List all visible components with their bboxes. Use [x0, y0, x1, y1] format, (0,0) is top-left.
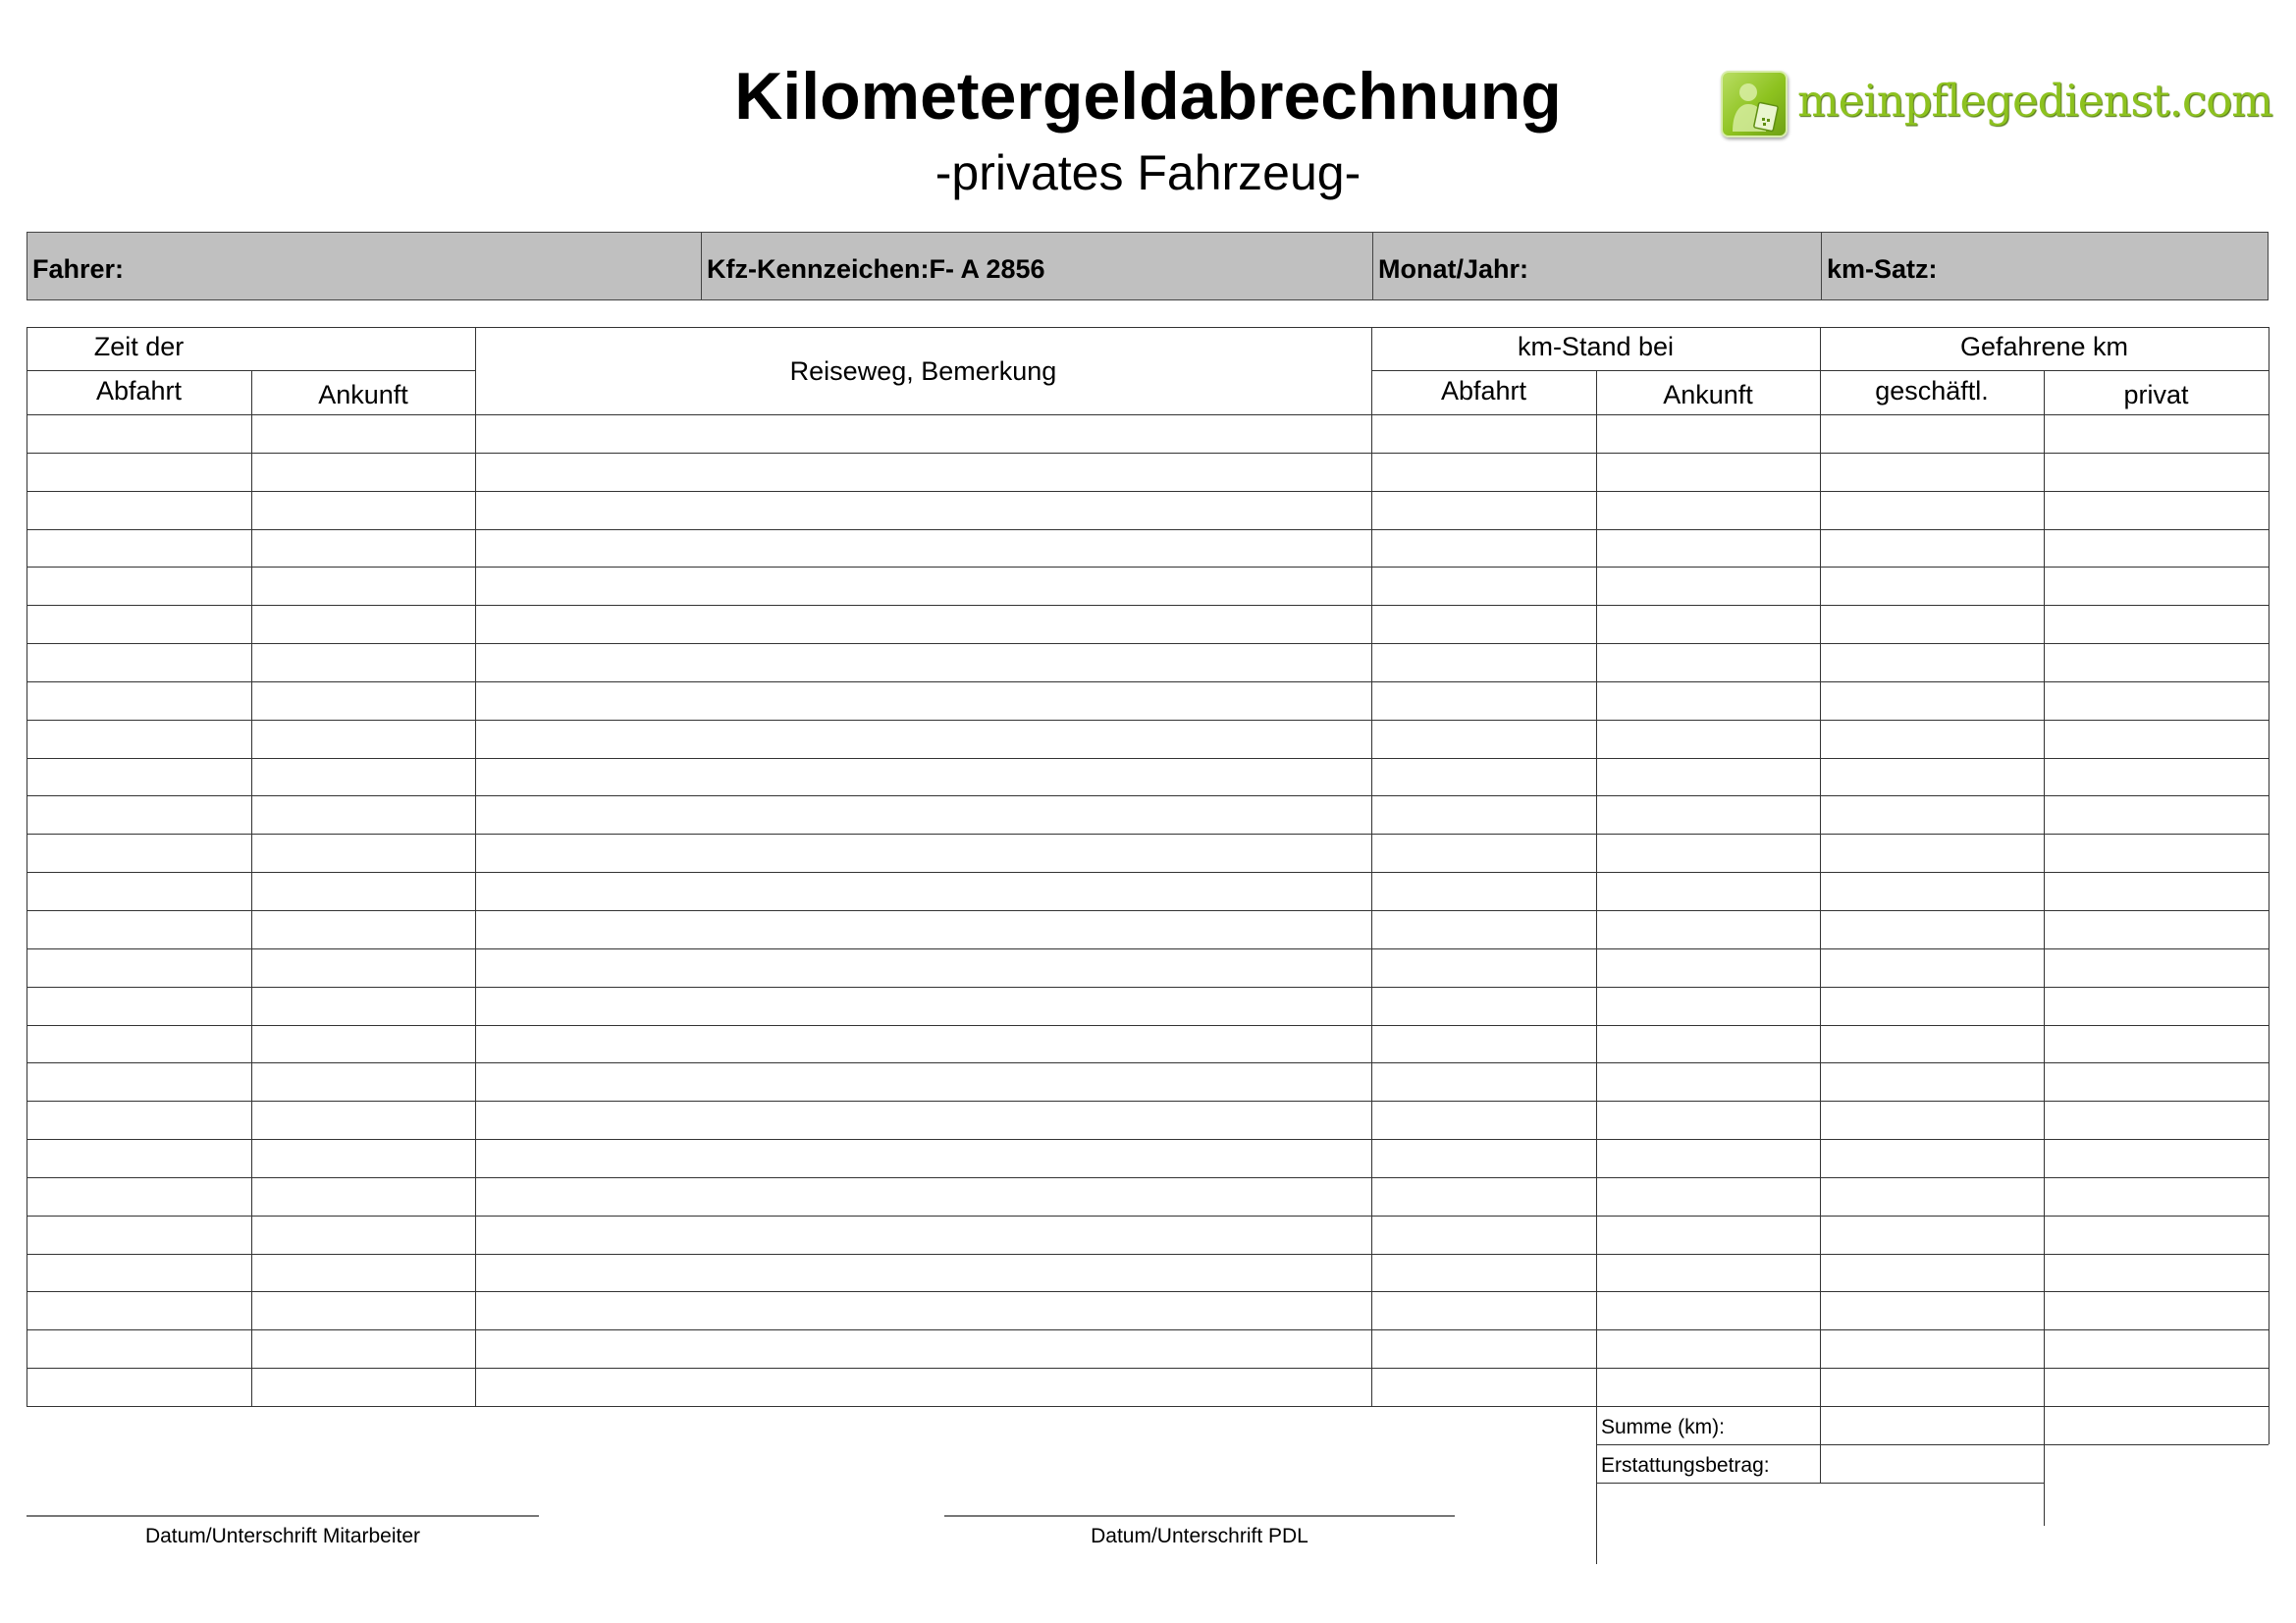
table-cell-geschaeftl[interactable]	[1820, 795, 2044, 834]
table-cell-km-ankunft[interactable]	[1596, 720, 1820, 758]
table-cell-zeit-abfahrt[interactable]	[27, 605, 251, 643]
table-cell-privat[interactable]	[2044, 1139, 2269, 1177]
table-cell-reiseweg[interactable]	[475, 720, 1371, 758]
table-cell-km-ankunft[interactable]	[1596, 1139, 1820, 1177]
table-cell-km-abfahrt[interactable]	[1371, 567, 1596, 605]
table-cell-privat[interactable]	[2044, 605, 2269, 643]
table-cell-privat[interactable]	[2044, 948, 2269, 987]
table-cell-geschaeftl[interactable]	[1820, 1177, 2044, 1216]
table-cell-zeit-abfahrt[interactable]	[27, 948, 251, 987]
table-cell-geschaeftl[interactable]	[1820, 605, 2044, 643]
table-cell-privat[interactable]	[2044, 795, 2269, 834]
table-cell-geschaeftl[interactable]	[1820, 1368, 2044, 1406]
table-cell-zeit-ankunft[interactable]	[251, 491, 475, 529]
table-cell-privat[interactable]	[2044, 720, 2269, 758]
table-cell-zeit-ankunft[interactable]	[251, 1139, 475, 1177]
table-cell-km-abfahrt[interactable]	[1371, 1062, 1596, 1101]
table-cell-geschaeftl[interactable]	[1820, 720, 2044, 758]
table-cell-km-abfahrt[interactable]	[1371, 1254, 1596, 1292]
table-cell-geschaeftl[interactable]	[1820, 643, 2044, 681]
signature-label-pdl: Datum/Unterschrift PDL	[1091, 1525, 1308, 1547]
table-cell-geschaeftl[interactable]	[1820, 414, 2044, 453]
table-cell-km-ankunft[interactable]	[1596, 795, 1820, 834]
table-cell-zeit-abfahrt[interactable]	[27, 1329, 251, 1368]
table-cell-km-abfahrt[interactable]	[1371, 795, 1596, 834]
table-cell-km-ankunft[interactable]	[1596, 872, 1820, 910]
table-cell-zeit-ankunft[interactable]	[251, 758, 475, 796]
table-cell-zeit-ankunft[interactable]	[251, 720, 475, 758]
table-cell-km-ankunft[interactable]	[1596, 758, 1820, 796]
brand-logo-text: meinpflegedienst.com	[1797, 75, 2272, 127]
header-zeit-abfahrt: Abfahrt	[95, 376, 183, 406]
table-cell-km-abfahrt[interactable]	[1371, 720, 1596, 758]
table-cell-zeit-ankunft[interactable]	[251, 1101, 475, 1139]
table-cell-geschaeftl[interactable]	[1820, 529, 2044, 568]
table-cell-zeit-abfahrt[interactable]	[27, 1025, 251, 1063]
table-cell-geschaeftl[interactable]	[1820, 1216, 2044, 1254]
info-bar	[27, 232, 2269, 300]
table-cell-km-abfahrt[interactable]	[1371, 948, 1596, 987]
table-cell-km-ankunft[interactable]	[1596, 948, 1820, 987]
table-cell-reiseweg[interactable]	[475, 529, 1371, 568]
table-cell-zeit-ankunft[interactable]	[251, 948, 475, 987]
driver-field[interactable]	[27, 233, 701, 299]
month-year-field[interactable]	[1372, 233, 1821, 299]
table-border-top	[27, 327, 2269, 328]
table-cell-zeit-abfahrt[interactable]	[27, 414, 251, 453]
table-cell-geschaeftl[interactable]	[1820, 872, 2044, 910]
table-cell-zeit-ankunft[interactable]	[251, 1062, 475, 1101]
table-cell-zeit-ankunft[interactable]	[251, 834, 475, 872]
table-cell-km-abfahrt[interactable]	[1371, 681, 1596, 720]
table-cell-km-ankunft[interactable]	[1596, 1025, 1820, 1063]
month-year-label: Monat/Jahr:	[1378, 254, 1529, 284]
license-plate-field[interactable]	[701, 233, 1372, 299]
table-cell-km-ankunft[interactable]	[1596, 1291, 1820, 1329]
table-cell-zeit-ankunft[interactable]	[251, 1216, 475, 1254]
table-cell-km-ankunft[interactable]	[1596, 1101, 1820, 1139]
table-cell-km-ankunft[interactable]	[1596, 834, 1820, 872]
table-cell-geschaeftl[interactable]	[1820, 1101, 2044, 1139]
table-cell-geschaeftl[interactable]	[1820, 948, 2044, 987]
table-cell-privat[interactable]	[2044, 872, 2269, 910]
table-cell-reiseweg[interactable]	[475, 910, 1371, 948]
table-cell-zeit-ankunft[interactable]	[251, 681, 475, 720]
table-cell-privat[interactable]	[2044, 834, 2269, 872]
table-cell-reiseweg[interactable]	[475, 1101, 1371, 1139]
table-cell-km-abfahrt[interactable]	[1371, 605, 1596, 643]
table-cell-zeit-abfahrt[interactable]	[27, 643, 251, 681]
table-cell-reiseweg[interactable]	[475, 681, 1371, 720]
table-cell-geschaeftl[interactable]	[1820, 681, 2044, 720]
table-cell-km-abfahrt[interactable]	[1371, 414, 1596, 453]
table-cell-km-abfahrt[interactable]	[1371, 1368, 1596, 1406]
table-cell-privat[interactable]	[2044, 1368, 2269, 1406]
table-cell-km-abfahrt[interactable]	[1371, 872, 1596, 910]
table-cell-km-ankunft[interactable]	[1596, 453, 1820, 491]
table-cell-zeit-abfahrt[interactable]	[27, 1216, 251, 1254]
header-geschaeftl: geschäftl.	[1875, 376, 1989, 406]
table-cell-reiseweg[interactable]	[475, 1177, 1371, 1216]
table-cell-reiseweg[interactable]	[475, 758, 1371, 796]
table-cell-privat[interactable]	[2044, 643, 2269, 681]
table-cell-privat[interactable]	[2044, 1177, 2269, 1216]
page-subtitle: -privates Fahrzeug-	[934, 145, 1362, 200]
table-cell-geschaeftl[interactable]	[1820, 987, 2044, 1025]
table-cell-km-ankunft[interactable]	[1596, 643, 1820, 681]
erstattung-label: Erstattungsbetrag:	[1601, 1454, 1770, 1477]
erstattung-value-cell[interactable]	[1820, 1444, 2044, 1483]
table-cell-km-abfahrt[interactable]	[1371, 987, 1596, 1025]
table-cell-geschaeftl[interactable]	[1820, 1025, 2044, 1063]
table-cell-geschaeftl[interactable]	[1820, 1329, 2044, 1368]
header-zeit-ankunft: Ankunft	[318, 380, 408, 409]
summe-privat-cell[interactable]	[2044, 1406, 2269, 1444]
table-cell-km-ankunft[interactable]	[1596, 1368, 1820, 1406]
table-cell-km-abfahrt[interactable]	[1371, 1329, 1596, 1368]
table-cell-reiseweg[interactable]	[475, 605, 1371, 643]
table-cell-zeit-ankunft[interactable]	[251, 1368, 475, 1406]
table-cell-km-abfahrt[interactable]	[1371, 1177, 1596, 1216]
table-cell-reiseweg[interactable]	[475, 1216, 1371, 1254]
table-cell-reiseweg[interactable]	[475, 1062, 1371, 1101]
table-cell-reiseweg[interactable]	[475, 872, 1371, 910]
table-cell-privat[interactable]	[2044, 453, 2269, 491]
table-cell-km-abfahrt[interactable]	[1371, 491, 1596, 529]
table-cell-km-abfahrt[interactable]	[1371, 1216, 1596, 1254]
header-km-abfahrt: Abfahrt	[1440, 376, 1527, 406]
table-cell-km-ankunft[interactable]	[1596, 1216, 1820, 1254]
table-cell-km-abfahrt[interactable]	[1371, 1139, 1596, 1177]
table-cell-privat[interactable]	[2044, 1025, 2269, 1063]
table-cell-km-ankunft[interactable]	[1596, 529, 1820, 568]
table-cell-zeit-ankunft[interactable]	[251, 414, 475, 453]
table-cell-privat[interactable]	[2044, 681, 2269, 720]
table-cell-zeit-abfahrt[interactable]	[27, 567, 251, 605]
table-cell-reiseweg[interactable]	[475, 948, 1371, 987]
table-cell-zeit-abfahrt[interactable]	[27, 529, 251, 568]
table-cell-km-ankunft[interactable]	[1596, 910, 1820, 948]
km-rate-field[interactable]	[1821, 233, 2269, 299]
table-cell-reiseweg[interactable]	[475, 1368, 1371, 1406]
table-cell-geschaeftl[interactable]	[1820, 834, 2044, 872]
table-cell-km-abfahrt[interactable]	[1371, 834, 1596, 872]
driver-label: Fahrer:	[32, 254, 125, 284]
signature-line-pdl	[944, 1515, 1455, 1517]
table-cell-privat[interactable]	[2044, 491, 2269, 529]
table-cell-zeit-ankunft[interactable]	[251, 567, 475, 605]
table-cell-zeit-abfahrt[interactable]	[27, 720, 251, 758]
nurse-with-document-icon	[1721, 71, 1788, 137]
table-cell-reiseweg[interactable]	[475, 643, 1371, 681]
table-cell-zeit-ankunft[interactable]	[251, 910, 475, 948]
table-cell-privat[interactable]	[2044, 1216, 2269, 1254]
table-cell-privat[interactable]	[2044, 1062, 2269, 1101]
table-cell-geschaeftl[interactable]	[1820, 1254, 2044, 1292]
table-cell-zeit-ankunft[interactable]	[251, 605, 475, 643]
table-cell-reiseweg[interactable]	[475, 414, 1371, 453]
table-cell-reiseweg[interactable]	[475, 1254, 1371, 1292]
table-cell-km-abfahrt[interactable]	[1371, 1101, 1596, 1139]
table-cell-zeit-abfahrt[interactable]	[27, 872, 251, 910]
header-reiseweg: Reiseweg, Bemerkung	[789, 356, 1057, 386]
table-cell-km-abfahrt[interactable]	[1371, 529, 1596, 568]
table-cell-reiseweg[interactable]	[475, 1139, 1371, 1177]
table-cell-km-ankunft[interactable]	[1596, 1254, 1820, 1292]
table-cell-km-ankunft[interactable]	[1596, 414, 1820, 453]
table-cell-reiseweg[interactable]	[475, 453, 1371, 491]
km-rate-label: km-Satz:	[1827, 254, 1938, 284]
table-cell-zeit-ankunft[interactable]	[251, 795, 475, 834]
table-cell-privat[interactable]	[2044, 1291, 2269, 1329]
table-cell-zeit-abfahrt[interactable]	[27, 910, 251, 948]
license-plate-label: Kfz-Kennzeichen:F- A 2856	[707, 254, 1045, 284]
table-cell-km-ankunft[interactable]	[1596, 681, 1820, 720]
table-cell-zeit-abfahrt[interactable]	[27, 834, 251, 872]
table-cell-zeit-abfahrt[interactable]	[27, 681, 251, 720]
summe-geschaeftl-cell[interactable]	[1820, 1406, 2044, 1444]
table-cell-reiseweg[interactable]	[475, 987, 1371, 1025]
table-cell-privat[interactable]	[2044, 414, 2269, 453]
table-cell-privat[interactable]	[2044, 987, 2269, 1025]
page-title: Kilometergeldabrechnung	[734, 59, 1562, 134]
table-cell-zeit-abfahrt[interactable]	[27, 1291, 251, 1329]
brand-logo	[1721, 69, 2272, 142]
table-cell-zeit-abfahrt[interactable]	[27, 1062, 251, 1101]
table-cell-zeit-ankunft[interactable]	[251, 529, 475, 568]
table-cell-geschaeftl[interactable]	[1820, 567, 2044, 605]
signature-line-employee	[27, 1515, 539, 1517]
table-cell-zeit-abfahrt[interactable]	[27, 987, 251, 1025]
table-cell-privat[interactable]	[2044, 567, 2269, 605]
table-cell-zeit-abfahrt[interactable]	[27, 1177, 251, 1216]
table-cell-reiseweg[interactable]	[475, 567, 1371, 605]
table-cell-zeit-ankunft[interactable]	[251, 872, 475, 910]
table-cell-zeit-abfahrt[interactable]	[27, 1101, 251, 1139]
table-cell-reiseweg[interactable]	[475, 491, 1371, 529]
table-cell-km-abfahrt[interactable]	[1371, 1025, 1596, 1063]
header-zeit-der: Zeit der	[93, 332, 185, 361]
table-cell-km-ankunft[interactable]	[1596, 605, 1820, 643]
table-cell-privat[interactable]	[2044, 1101, 2269, 1139]
table-cell-km-abfahrt[interactable]	[1371, 910, 1596, 948]
table-cell-km-abfahrt[interactable]	[1371, 453, 1596, 491]
table-cell-zeit-abfahrt[interactable]	[27, 1139, 251, 1177]
table-cell-zeit-abfahrt[interactable]	[27, 1254, 251, 1292]
table-cell-km-ankunft[interactable]	[1596, 1062, 1820, 1101]
table-cell-reiseweg[interactable]	[475, 1291, 1371, 1329]
mileage-log-table	[27, 327, 2269, 1477]
table-cell-reiseweg[interactable]	[475, 795, 1371, 834]
table-cell-reiseweg[interactable]	[475, 1025, 1371, 1063]
header-gefahrene-km: Gefahrene km	[1959, 332, 2129, 361]
table-cell-zeit-abfahrt[interactable]	[27, 491, 251, 529]
erstattung-bottom-line	[1596, 1483, 2044, 1484]
table-cell-zeit-ankunft[interactable]	[251, 987, 475, 1025]
summe-label: Summe (km):	[1601, 1416, 1725, 1438]
table-cell-zeit-ankunft[interactable]	[251, 1025, 475, 1063]
table-cell-zeit-abfahrt[interactable]	[27, 795, 251, 834]
table-cell-zeit-ankunft[interactable]	[251, 1177, 475, 1216]
table-cell-km-ankunft[interactable]	[1596, 491, 1820, 529]
table-cell-km-abfahrt[interactable]	[1371, 643, 1596, 681]
header-km-ankunft: Ankunft	[1663, 380, 1753, 409]
table-cell-zeit-abfahrt[interactable]	[27, 1368, 251, 1406]
table-cell-reiseweg[interactable]	[475, 1329, 1371, 1368]
table-cell-zeit-abfahrt[interactable]	[27, 758, 251, 796]
table-cell-reiseweg[interactable]	[475, 834, 1371, 872]
table-cell-geschaeftl[interactable]	[1820, 491, 2044, 529]
table-cell-privat[interactable]	[2044, 529, 2269, 568]
table-cell-zeit-abfahrt[interactable]	[27, 453, 251, 491]
header-privat: privat	[2123, 380, 2189, 409]
signature-label-employee: Datum/Unterschrift Mitarbeiter	[144, 1525, 421, 1547]
table-cell-km-ankunft[interactable]	[1596, 1177, 1820, 1216]
table-cell-km-abfahrt[interactable]	[1371, 1291, 1596, 1329]
table-cell-privat[interactable]	[2044, 910, 2269, 948]
table-cell-privat[interactable]	[2044, 1254, 2269, 1292]
table-cell-zeit-ankunft[interactable]	[251, 643, 475, 681]
table-cell-geschaeftl[interactable]	[1820, 1139, 2044, 1177]
table-cell-geschaeftl[interactable]	[1820, 910, 2044, 948]
table-cell-km-ankunft[interactable]	[1596, 987, 1820, 1025]
table-cell-zeit-ankunft[interactable]	[251, 453, 475, 491]
header-km-stand: km-Stand bei	[1517, 332, 1675, 361]
table-cell-geschaeftl[interactable]	[1820, 1291, 2044, 1329]
table-cell-geschaeftl[interactable]	[1820, 453, 2044, 491]
table-cell-km-ankunft[interactable]	[1596, 567, 1820, 605]
table-cell-geschaeftl[interactable]	[1820, 1062, 2044, 1101]
table-cell-km-ankunft[interactable]	[1596, 1329, 1820, 1368]
table-cell-privat[interactable]	[2044, 758, 2269, 796]
table-cell-zeit-ankunft[interactable]	[251, 1329, 475, 1368]
table-cell-privat[interactable]	[2044, 1329, 2269, 1368]
table-cell-km-abfahrt[interactable]	[1371, 758, 1596, 796]
table-cell-zeit-ankunft[interactable]	[251, 1291, 475, 1329]
table-cell-zeit-ankunft[interactable]	[251, 1254, 475, 1292]
table-cell-geschaeftl[interactable]	[1820, 758, 2044, 796]
